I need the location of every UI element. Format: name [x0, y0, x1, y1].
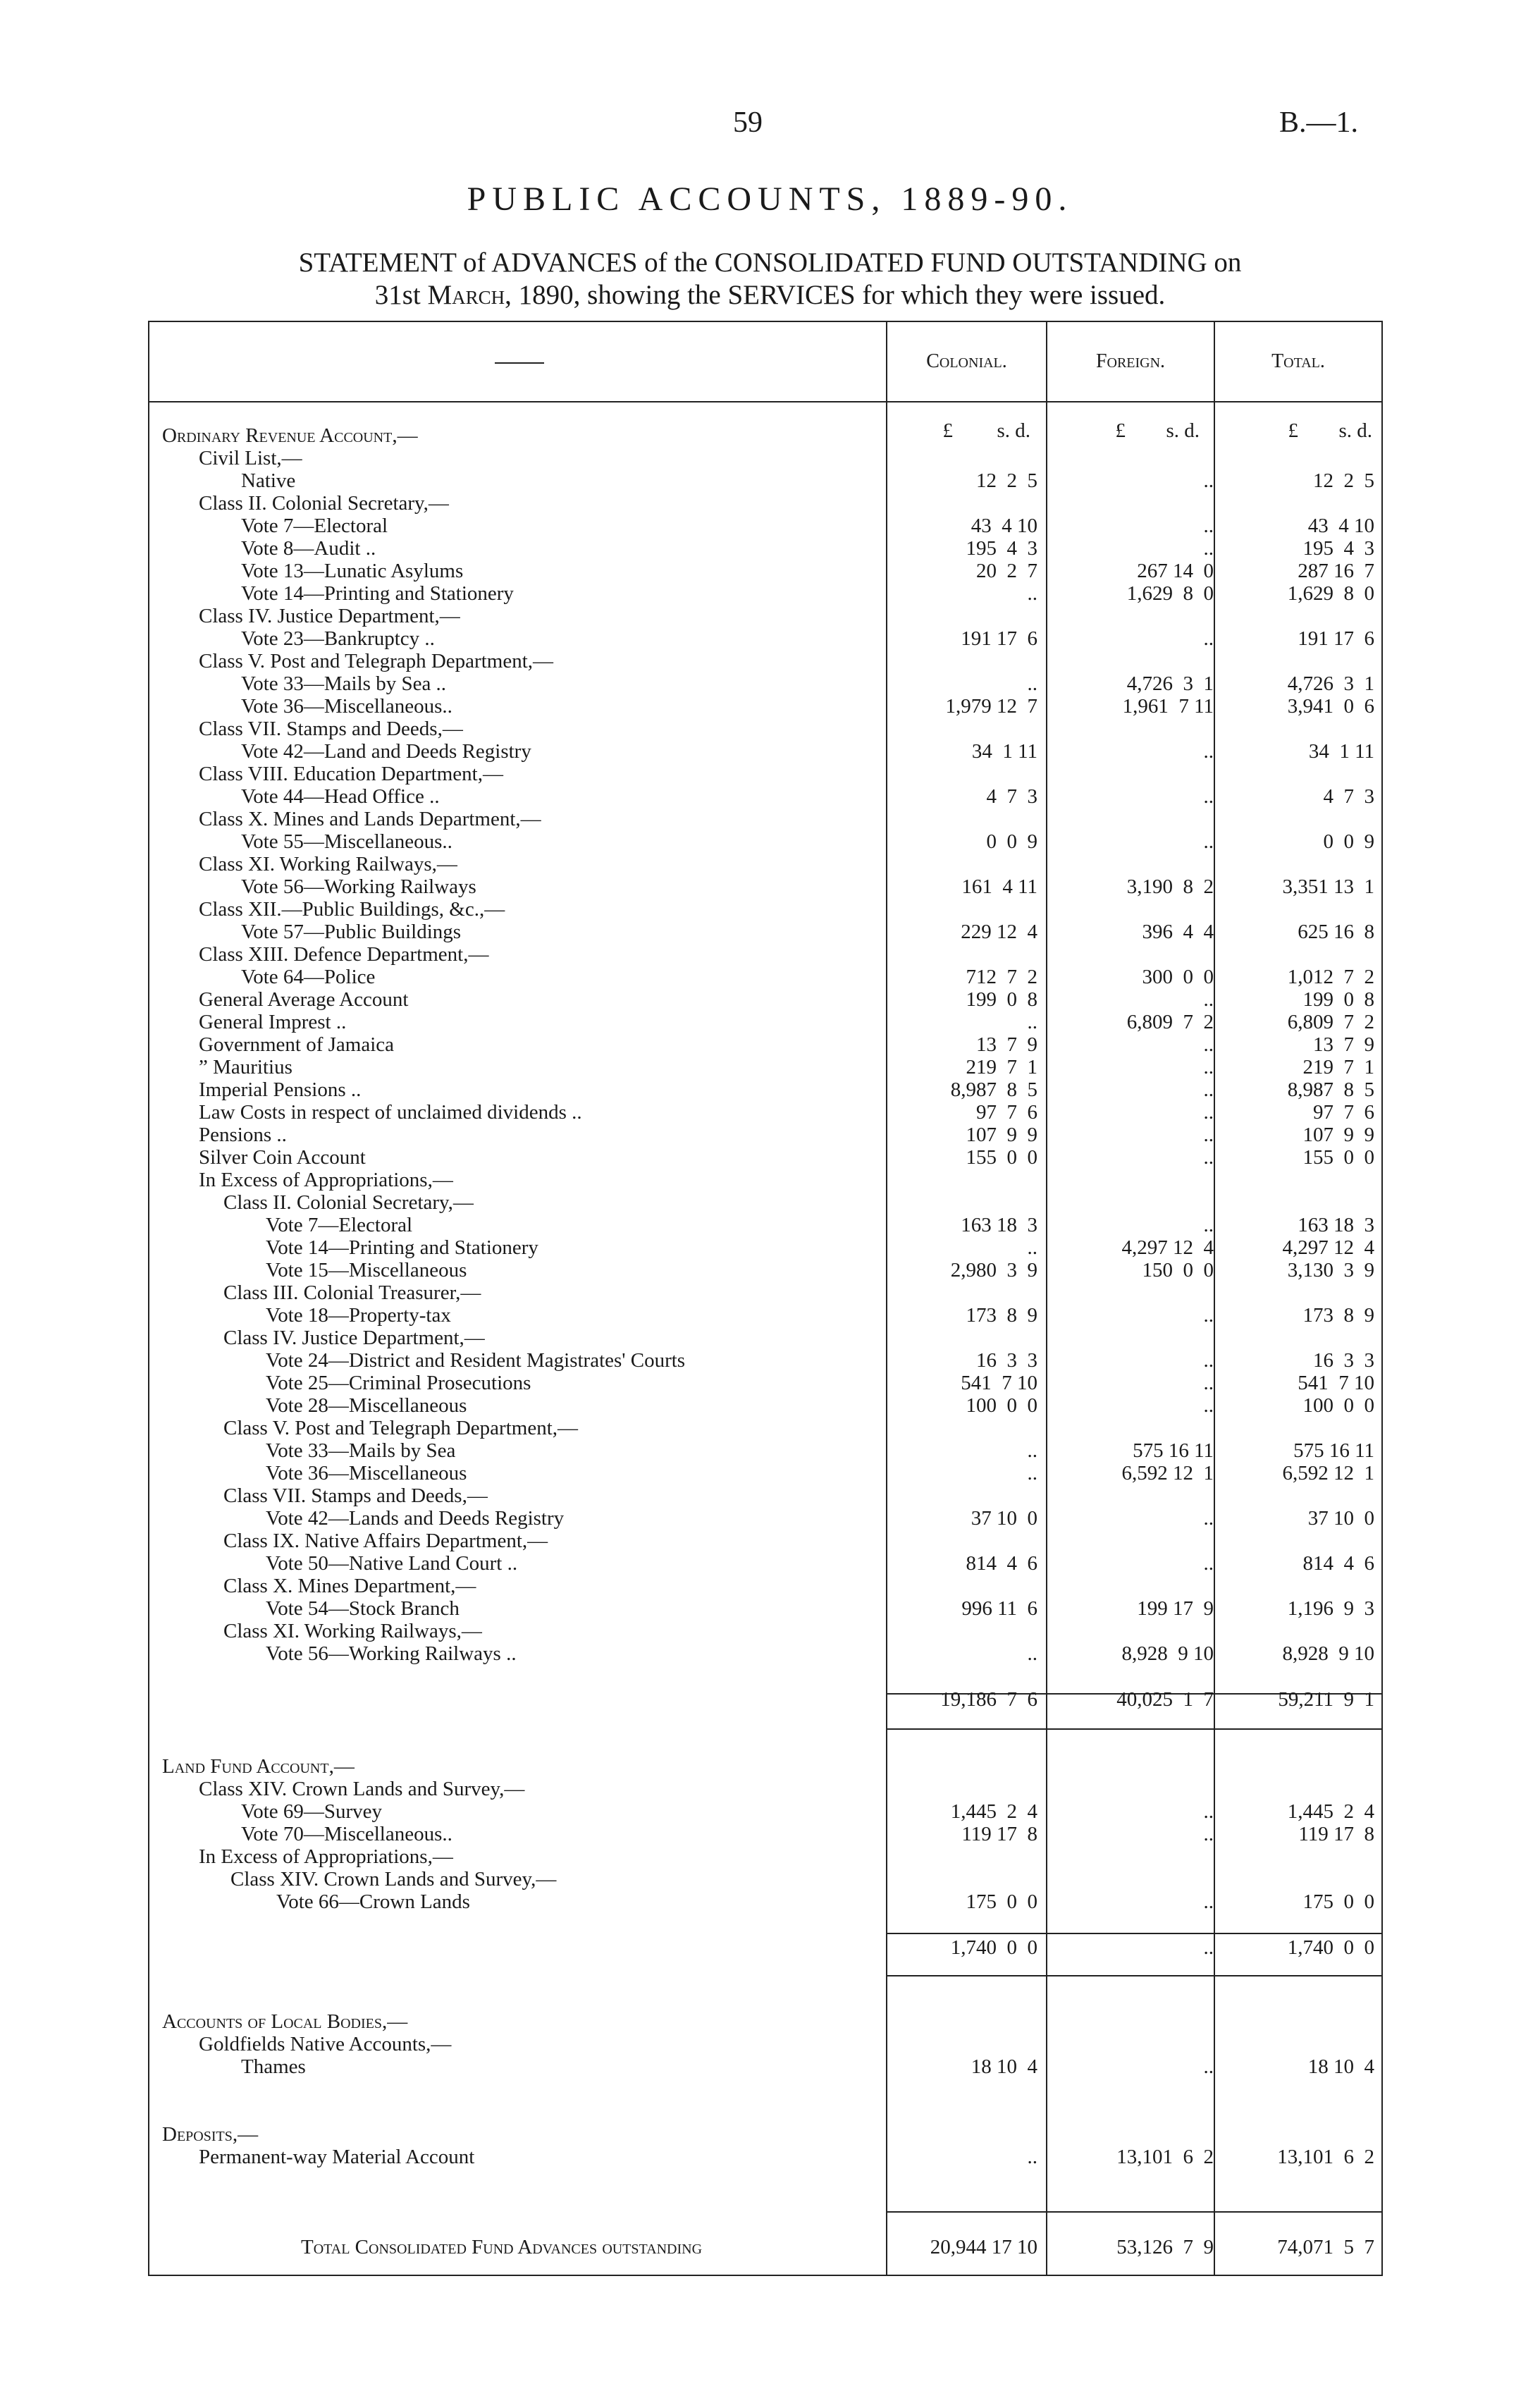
row-label: Vote 33—Mails by Sea [266, 1439, 456, 1462]
row-label: Class III. Colonial Treasurer,— [223, 1281, 481, 1304]
foreign-amount: .. [1203, 988, 1214, 1011]
total-amount: 1,740 0 0 [1287, 1936, 1374, 1959]
total-amount: 3,130 3 9 [1287, 1259, 1374, 1281]
total-amount: 119 17 8 [1298, 1823, 1374, 1845]
row-label: Vote 44—Head Office .. [241, 785, 440, 808]
table-row [149, 1484, 1381, 1507]
table-row [149, 2236, 1381, 2258]
foreign-amount: .. [1203, 515, 1214, 537]
total-amount: 6,809 7 2 [1287, 1011, 1374, 1033]
row-label: Class II. Colonial Secretary,— [199, 492, 449, 515]
row-label: Total Consolidated Fund Advances outstanding [301, 2236, 703, 2258]
colonial-amount: 43 4 10 [971, 515, 1037, 537]
table-row [149, 1191, 1381, 1214]
table-row [149, 582, 1381, 605]
total-sd-label: s. d. [1338, 419, 1372, 442]
row-label: Class XI. Working Railways,— [223, 1620, 482, 1642]
total-amount: 199 0 8 [1302, 988, 1374, 1011]
row-label: Vote 56—Working Railways .. [266, 1642, 517, 1665]
colonial-amount: .. [1027, 1236, 1037, 1259]
foreign-amount: 267 14 0 [1137, 560, 1214, 582]
row-label: Land Fund Account,— [162, 1755, 355, 1778]
total-amount: 1,629 8 0 [1287, 582, 1374, 605]
colonial-amount: 100 0 0 [966, 1394, 1037, 1417]
table-row [149, 785, 1381, 808]
foreign-amount: .. [1203, 537, 1214, 560]
foreign-amount: 396 4 4 [1142, 921, 1214, 943]
table-row [149, 830, 1381, 853]
row-label: Class XI. Working Railways,— [199, 853, 457, 875]
table-row [149, 492, 1381, 515]
table-row [149, 1417, 1381, 1439]
total-pound-sign: £ [1288, 419, 1298, 442]
table-row [149, 447, 1381, 469]
row-label: Vote 33—Mails by Sea .. [241, 672, 447, 695]
total-amount: 163 18 3 [1298, 1214, 1374, 1236]
foreign-amount: .. [1203, 1078, 1214, 1101]
foreign-sd-label: s. d. [1166, 419, 1200, 442]
row-label: Vote 25—Criminal Prosecutions [266, 1372, 531, 1394]
table-row [149, 1033, 1381, 1056]
foreign-amount: 4,726 3 1 [1126, 672, 1214, 695]
page-title: PUBLIC ACCOUNTS, 1889-90. [467, 180, 1073, 218]
row-label: Class VIII. Education Department,— [199, 763, 503, 785]
foreign-amount: 6,809 7 2 [1126, 1011, 1214, 1033]
row-label: Silver Coin Account [199, 1146, 366, 1169]
row-label: Thames [241, 2055, 306, 2078]
total-amount: 173 8 9 [1302, 1304, 1374, 1327]
total-amount: 107 9 9 [1302, 1124, 1374, 1146]
table-row [149, 627, 1381, 650]
colonial-amount: 155 0 0 [966, 1146, 1037, 1169]
table-row [149, 1056, 1381, 1078]
colonial-amount: 20 2 7 [976, 560, 1037, 582]
colonial-amount: 119 17 8 [961, 1823, 1037, 1845]
statement-subtitle-line-2 [0, 279, 1540, 311]
colonial-amount: 0 0 9 [986, 830, 1037, 853]
foreign-amount: .. [1203, 1124, 1214, 1146]
row-label: Class XIV. Crown Lands and Survey,— [230, 1868, 557, 1890]
colonial-amount: 4 7 3 [986, 785, 1037, 808]
colonial-amount: 191 17 6 [961, 627, 1037, 650]
total-amount: 34 1 11 [1308, 740, 1374, 763]
colonial-amount: .. [1027, 2146, 1037, 2168]
row-label: Vote 14—Printing and Stationery [241, 582, 514, 605]
total-amount: 625 16 8 [1298, 921, 1374, 943]
colonial-amount: .. [1027, 672, 1037, 695]
table-row [149, 1642, 1381, 1665]
foreign-amount: .. [1203, 740, 1214, 763]
colonial-amount: 199 0 8 [966, 988, 1037, 1011]
total-amount: 37 10 0 [1307, 1507, 1374, 1530]
table-row [149, 875, 1381, 898]
total-amount: 16 3 3 [1313, 1349, 1374, 1372]
row-label: Vote 7—Electoral [266, 1214, 413, 1236]
row-label: Vote 70—Miscellaneous.. [241, 1823, 452, 1845]
table-row [149, 921, 1381, 943]
colonial-amount: 1,445 2 4 [950, 1800, 1037, 1823]
total-amount: 59,211 9 1 [1278, 1688, 1374, 1711]
table-row [149, 1304, 1381, 1327]
colonial-amount: .. [1027, 1439, 1037, 1462]
foreign-amount: 575 16 11 [1133, 1439, 1214, 1462]
row-label: Class XIV. Crown Lands and Survey,— [199, 1778, 525, 1800]
row-label: Vote 36—Miscellaneous.. [241, 695, 452, 718]
foreign-amount: 8,928 9 10 [1121, 1642, 1214, 1665]
foreign-pound-sign: £ [1115, 419, 1126, 442]
colonial-amount: 2,980 3 9 [950, 1259, 1037, 1281]
foreign-amount: 300 0 0 [1142, 966, 1214, 988]
foreign-amount: 13,101 6 2 [1116, 2146, 1214, 2168]
foreign-amount: .. [1203, 1146, 1214, 1169]
total-amount: 814 4 6 [1302, 1552, 1374, 1575]
colonial-amount: 37 10 0 [971, 1507, 1037, 1530]
page-reference: B.—1. [1279, 106, 1359, 139]
column-header-colonial: Colonial. [926, 350, 1007, 372]
table-row [149, 605, 1381, 627]
table-row [149, 424, 1381, 447]
row-label: Vote 42—Land and Deeds Registry [241, 740, 531, 763]
row-label: Permanent-way Material Account [199, 2146, 475, 2168]
row-label: Law Costs in respect of unclaimed dividends .. [199, 1101, 582, 1124]
grand-total-rule-top [886, 2211, 1381, 2213]
foreign-amount: 150 0 0 [1142, 1259, 1214, 1281]
total-amount: 4,297 12 4 [1282, 1236, 1374, 1259]
colonial-amount: 13 7 9 [976, 1033, 1037, 1056]
total-amount: 3,941 0 6 [1287, 695, 1374, 718]
row-label: Class VII. Stamps and Deeds,— [223, 1484, 488, 1507]
row-label: Class XIII. Defence Department,— [199, 943, 489, 966]
row-label: Vote 13—Lunatic Asylums [241, 560, 464, 582]
table-row [149, 1936, 1381, 1959]
foreign-amount: .. [1203, 469, 1214, 492]
table-row [149, 943, 1381, 966]
foreign-amount: .. [1203, 1552, 1214, 1575]
statement-subtitle-line-1: STATEMENT of ADVANCES of the CONSOLIDATED FUND OUTSTANDING on [298, 247, 1242, 278]
foreign-amount: 6,592 12 1 [1121, 1462, 1214, 1484]
row-label: Deposits,— [162, 2123, 259, 2146]
colonial-amount: 1,740 0 0 [950, 1936, 1037, 1959]
table-row [149, 1372, 1381, 1394]
table-row [149, 1890, 1381, 1913]
column-header-foreign: Foreign. [1095, 350, 1166, 372]
colonial-amount: 16 3 3 [976, 1349, 1037, 1372]
total-amount: 219 7 1 [1302, 1056, 1374, 1078]
colonial-amount: 229 12 4 [961, 921, 1037, 943]
table-row [149, 1169, 1381, 1191]
table-row [149, 2033, 1381, 2055]
table-row [149, 1800, 1381, 1823]
row-label: Native [241, 469, 296, 492]
subtitle-month: March [427, 280, 505, 310]
table-row [149, 672, 1381, 695]
column-header-total: Total. [1271, 350, 1325, 372]
foreign-amount: 53,126 7 9 [1116, 2236, 1214, 2258]
table-row [149, 1146, 1381, 1169]
table-row [149, 808, 1381, 830]
colonial-sd-label: s. d. [997, 419, 1030, 442]
table-row [149, 1823, 1381, 1845]
total-amount: 1,012 7 2 [1287, 966, 1374, 988]
row-label: Class IV. Justice Department,— [223, 1327, 485, 1349]
total-amount: 12 2 5 [1313, 469, 1374, 492]
colonial-amount: 20,944 17 10 [930, 2236, 1037, 2258]
row-label: Class VII. Stamps and Deeds,— [199, 718, 463, 740]
total-amount: 4 7 3 [1323, 785, 1374, 808]
row-label: Vote 50—Native Land Court .. [266, 1552, 518, 1575]
colonial-amount: 195 4 3 [966, 537, 1037, 560]
table-row [149, 1101, 1381, 1124]
table-row [149, 853, 1381, 875]
table-row [149, 1688, 1381, 1711]
table-row [149, 560, 1381, 582]
total-amount: 195 4 3 [1302, 537, 1374, 560]
foreign-amount: .. [1203, 1033, 1214, 1056]
colonial-amount: .. [1027, 1462, 1037, 1484]
row-label: Vote 14—Printing and Stationery [266, 1236, 538, 1259]
row-label: Vote 15—Miscellaneous [266, 1259, 467, 1281]
foreign-amount: .. [1203, 1823, 1214, 1845]
table-row [149, 695, 1381, 718]
table-row [149, 763, 1381, 785]
row-label: General Average Account [199, 988, 409, 1011]
foreign-amount: 1,961 7 11 [1122, 695, 1214, 718]
row-label: Class XII.—Public Buildings, &c.,— [199, 898, 505, 921]
foreign-amount: .. [1203, 1101, 1214, 1124]
row-label: Government of Jamaica [199, 1033, 395, 1056]
table-row [149, 1281, 1381, 1304]
table-row [149, 2010, 1381, 2033]
row-label: Vote 18—Property-tax [266, 1304, 451, 1327]
row-label: Vote 28—Miscellaneous [266, 1394, 467, 1417]
foreign-amount: .. [1203, 1800, 1214, 1823]
row-label: Imperial Pensions .. [199, 1078, 362, 1101]
row-label: Vote 42—Lands and Deeds Registry [266, 1507, 565, 1530]
foreign-amount: .. [1203, 1304, 1214, 1327]
total-amount: 43 4 10 [1307, 515, 1374, 537]
table-row [149, 1845, 1381, 1868]
row-label: Vote 69—Survey [241, 1800, 383, 1823]
description-header-dash [495, 362, 544, 364]
total-amount: 155 0 0 [1302, 1146, 1374, 1169]
colonial-amount: 814 4 6 [966, 1552, 1037, 1575]
total-amount: 8,987 8 5 [1287, 1078, 1374, 1101]
table-row [149, 515, 1381, 537]
row-label: Vote 23—Bankruptcy .. [241, 627, 435, 650]
header-rule [149, 401, 1381, 402]
colonial-amount: 19,186 7 6 [940, 1688, 1037, 1711]
table-row [149, 898, 1381, 921]
total-amount: 13 7 9 [1313, 1033, 1374, 1056]
table-row [149, 1462, 1381, 1484]
land-total-rule-top [886, 1933, 1381, 1934]
table-row [149, 1259, 1381, 1281]
total-amount: 13,101 6 2 [1277, 2146, 1374, 2168]
row-label: Vote 36—Miscellaneous [266, 1462, 467, 1484]
advances-table [148, 321, 1383, 2276]
table-row [149, 1214, 1381, 1236]
table-row [149, 2055, 1381, 2078]
colonial-amount: .. [1027, 1642, 1037, 1665]
table-row [149, 966, 1381, 988]
subtitle-date-suffix: , 1890, showing the SERVICES for which they were issued. [505, 280, 1166, 310]
row-label: Vote 57—Public Buildings [241, 921, 462, 943]
row-label: Ordinary Revenue Account,— [162, 424, 418, 447]
ordinary-total-rule-bottom [886, 1728, 1381, 1730]
row-label: Vote 66—Crown Lands [276, 1890, 470, 1913]
row-label: General Imprest .. [199, 1011, 347, 1033]
foreign-amount: .. [1203, 1056, 1214, 1078]
table-row [149, 1394, 1381, 1417]
colonial-amount: 97 7 6 [976, 1101, 1037, 1124]
row-label: Class IV. Justice Department,— [199, 605, 460, 627]
foreign-amount: 40,025 1 7 [1116, 1688, 1214, 1711]
table-row [149, 718, 1381, 740]
row-label: Class X. Mines Department,— [223, 1575, 476, 1597]
table-row [149, 2146, 1381, 2168]
table-row [149, 1439, 1381, 1462]
table-row [149, 1868, 1381, 1890]
row-label: In Excess of Appropriations,— [199, 1845, 453, 1868]
total-amount: 0 0 9 [1323, 830, 1374, 853]
row-label: Class V. Post and Telegraph Department,— [199, 650, 553, 672]
row-label: Vote 54—Stock Branch [266, 1597, 460, 1620]
foreign-amount: 4,297 12 4 [1121, 1236, 1214, 1259]
foreign-amount: 3,190 8 2 [1126, 875, 1214, 898]
foreign-amount: .. [1203, 1372, 1214, 1394]
foreign-amount: .. [1203, 1507, 1214, 1530]
total-amount: 191 17 6 [1298, 627, 1374, 650]
foreign-amount: .. [1203, 830, 1214, 853]
table-row [149, 1778, 1381, 1800]
table-row [149, 1575, 1381, 1597]
row-label: Class V. Post and Telegraph Department,— [223, 1417, 578, 1439]
total-amount: 4,726 3 1 [1287, 672, 1374, 695]
row-label: ” Mauritius [199, 1056, 292, 1078]
total-amount: 74,071 5 7 [1277, 2236, 1374, 2258]
total-amount: 287 16 7 [1298, 560, 1374, 582]
row-label: Civil List,— [199, 447, 302, 469]
total-amount: 3,351 13 1 [1282, 875, 1374, 898]
total-amount: 6,592 12 1 [1282, 1462, 1374, 1484]
table-row [149, 1078, 1381, 1101]
colonial-amount: 163 18 3 [961, 1214, 1037, 1236]
colonial-amount: 173 8 9 [966, 1304, 1037, 1327]
colonial-amount: 996 11 6 [961, 1597, 1037, 1620]
table-row [149, 1620, 1381, 1642]
row-label: Vote 64—Police [241, 966, 376, 988]
row-label: Vote 24—District and Resident Magistrates' Courts [266, 1349, 686, 1372]
total-amount: 1,196 9 3 [1287, 1597, 1374, 1620]
table-row [149, 988, 1381, 1011]
row-label: Goldfields Native Accounts,— [199, 2033, 452, 2055]
foreign-amount: .. [1203, 1394, 1214, 1417]
row-label: Vote 7—Electoral [241, 515, 388, 537]
table-row [149, 1011, 1381, 1033]
row-label: In Excess of Appropriations,— [199, 1169, 453, 1191]
table-row [149, 2123, 1381, 2146]
foreign-amount: .. [1203, 1349, 1214, 1372]
foreign-amount: .. [1203, 1890, 1214, 1913]
colonial-amount: 34 1 11 [971, 740, 1037, 763]
table-row [149, 1530, 1381, 1552]
colonial-amount: 18 10 4 [971, 2055, 1037, 2078]
colonial-amount: .. [1027, 582, 1037, 605]
foreign-amount: .. [1203, 1214, 1214, 1236]
colonial-amount: 541 7 10 [961, 1372, 1037, 1394]
colonial-amount: 175 0 0 [966, 1890, 1037, 1913]
foreign-amount: .. [1203, 2055, 1214, 2078]
row-label: Class II. Colonial Secretary,— [223, 1191, 474, 1214]
foreign-amount: .. [1203, 627, 1214, 650]
table-row [149, 740, 1381, 763]
table-row [149, 1124, 1381, 1146]
land-total-rule-bottom [886, 1975, 1381, 1976]
colonial-amount: 12 2 5 [976, 469, 1037, 492]
table-row [149, 1597, 1381, 1620]
colonial-amount: 8,987 8 5 [950, 1078, 1037, 1101]
row-label: Vote 55—Miscellaneous.. [241, 830, 452, 853]
table-row [149, 537, 1381, 560]
colonial-amount: 107 9 9 [966, 1124, 1037, 1146]
foreign-amount: .. [1203, 1936, 1214, 1959]
row-label: Accounts of Local Bodies,— [162, 2010, 408, 2033]
table-row [149, 1755, 1381, 1778]
table-row [149, 1349, 1381, 1372]
total-amount: 575 16 11 [1293, 1439, 1374, 1462]
total-amount: 175 0 0 [1302, 1890, 1374, 1913]
table-row [149, 1236, 1381, 1259]
colonial-amount: 1,979 12 7 [945, 695, 1037, 718]
colonial-amount: 712 7 2 [966, 966, 1037, 988]
row-label: Pensions .. [199, 1124, 287, 1146]
row-label: Vote 8—Audit .. [241, 537, 376, 560]
table-row [149, 1327, 1381, 1349]
total-amount: 100 0 0 [1302, 1394, 1374, 1417]
total-amount: 541 7 10 [1298, 1372, 1374, 1394]
total-amount: 97 7 6 [1313, 1101, 1374, 1124]
colonial-amount: 161 4 11 [961, 875, 1037, 898]
colonial-amount: .. [1027, 1011, 1037, 1033]
page-number: 59 [733, 106, 763, 139]
row-label: Vote 56—Working Railways [241, 875, 476, 898]
table-row [149, 469, 1381, 492]
table-row [149, 1552, 1381, 1575]
total-amount: 1,445 2 4 [1287, 1800, 1374, 1823]
foreign-amount: 1,629 8 0 [1126, 582, 1214, 605]
total-amount: 18 10 4 [1307, 2055, 1374, 2078]
row-label: Class X. Mines and Lands Department,— [199, 808, 541, 830]
colonial-pound-sign: £ [942, 419, 953, 442]
subtitle-date-prefix: 31st [374, 280, 428, 310]
table-row [149, 1507, 1381, 1530]
row-label: Class IX. Native Affairs Department,— [223, 1530, 548, 1552]
foreign-amount: 199 17 9 [1137, 1597, 1214, 1620]
table-row [149, 650, 1381, 672]
colonial-amount: 219 7 1 [966, 1056, 1037, 1078]
foreign-amount: .. [1203, 785, 1214, 808]
total-amount: 8,928 9 10 [1282, 1642, 1374, 1665]
